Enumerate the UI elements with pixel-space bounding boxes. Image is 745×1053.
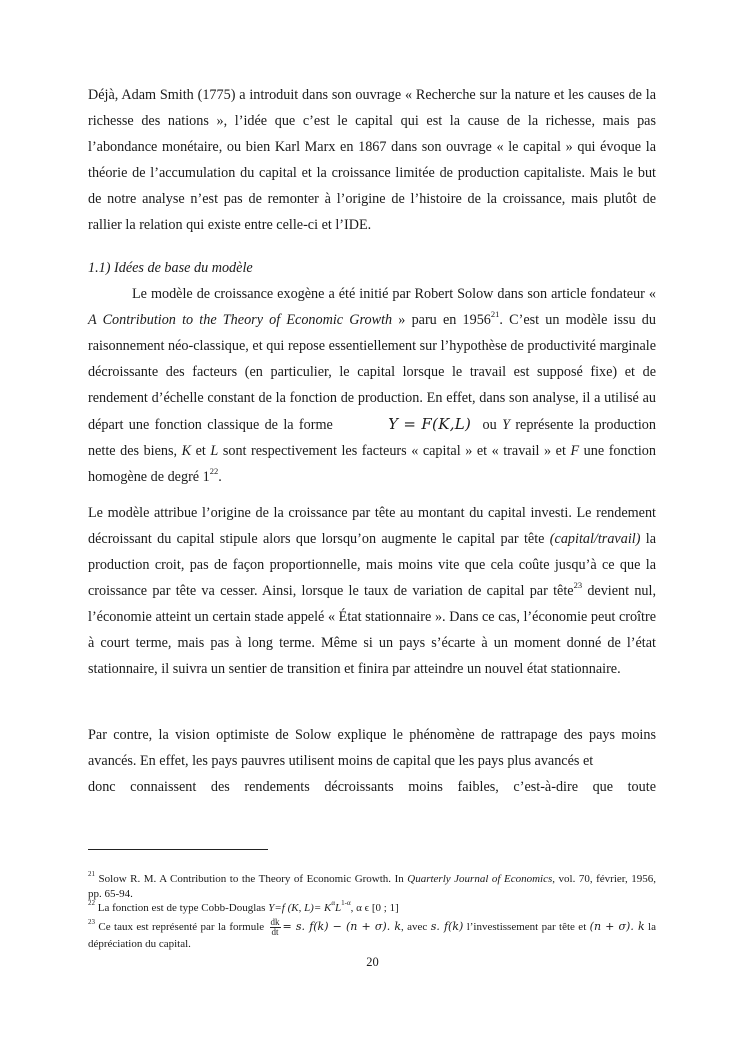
production-function-formula: Y = F(K,L) <box>388 415 472 433</box>
text-run: représente la production nette des biens, <box>88 417 656 459</box>
main-text <box>88 82 656 238</box>
paragraph-2-block <box>88 281 656 490</box>
text-run: sont respectivement les facteurs « capital » et « travail » et <box>218 443 571 459</box>
var-f: F <box>570 443 580 459</box>
footnote-separator <box>88 849 268 850</box>
text-run: l’investissement par tête et <box>463 920 590 933</box>
journal-title: Quarterly Journal of Economics <box>407 873 553 885</box>
capital-accumulation-formula: = s. f(k) − (n + σ). k <box>282 919 401 933</box>
paragraph-3 <box>88 500 656 682</box>
text-run: la dépréciation du capital. <box>88 920 656 950</box>
var-l: L <box>210 443 219 459</box>
paragraph-2 <box>88 281 656 490</box>
paragraph-3-block <box>88 500 656 682</box>
text-run: » paru en 1956 <box>392 312 491 328</box>
text-run: , vol. 70, février, 1956, pp. 65-94. <box>88 873 656 900</box>
footnote-22 <box>88 901 656 916</box>
text-run: et <box>191 443 211 459</box>
exponent-one-minus-alpha: 1-α <box>341 899 351 908</box>
depreciation-term: (n + σ). k <box>589 919 645 933</box>
fraction-denominator: dt <box>271 926 279 937</box>
italic-term: (capital/travail) <box>549 531 641 547</box>
var-y: Y <box>502 417 510 433</box>
heading-1-1: 1.1) Idées de base du modèle <box>88 260 253 276</box>
derivative-fraction <box>270 918 281 937</box>
text-run: . <box>218 469 222 485</box>
footnote-ref-21[interactable]: 21 <box>490 309 500 320</box>
text-run: La fonction est de type Cobb-Douglas <box>95 902 269 914</box>
footnotes <box>88 872 656 951</box>
var-k: K <box>181 443 192 459</box>
text-run: Par contre, la vision optimiste de Solow explique le phénomène de rattrapage des pays moins avancés. En effet, les pays pauvres utilisent moins de capital que les pays plus avancés et <box>88 727 656 769</box>
text-run: devient nul, l’économie atteint un certain stade appelé « État stationnaire ». Dans ce cas, l’économie peut croître à court terme, mais pas à long terme. Même si un pays s’écarte à un moment donné de l’état stationnaire, il suivra un sentier de transition et finira par atteindre un nouvel état stationnaire. <box>88 583 656 677</box>
text-run: , α ϵ [0 ; 1] <box>350 902 399 914</box>
text-run: Solow R. M. A Contribution to the Theory of Economic Growth. In <box>95 873 408 885</box>
footnote-number: 23 <box>88 917 95 926</box>
exponent-alpha: α <box>331 899 336 908</box>
section-heading <box>88 255 656 281</box>
text-run: Ce taux est représenté par la formule <box>95 920 268 933</box>
footnote-number: 21 <box>88 870 95 879</box>
text-run: ou <box>477 417 503 433</box>
fraction-numerator: dk <box>270 916 280 927</box>
text-run: la production croit, pas de façon proportionnelle, mais moins vite que cela coûte jusqu’à ce que la croissance par tête va cesser. Ainsi, lorsque le taux de variation de capital par tête <box>88 531 657 599</box>
text-run: Le modèle attribue l’origine de la croissance par tête au montant du capital investi. Le rendement décroissant du capital stipule alors que lorsqu’on augmente le capital par tête <box>88 505 656 547</box>
text-run: une fonction homogène de degré 1 <box>88 443 656 485</box>
text-run: Le modèle de croissance exogène a été initié par Robert Solow dans son article fondateur « <box>132 286 656 302</box>
text-run: . C’est un modèle issu du raisonnement néo-classique, et qui repose essentiellement sur l’hypothèse de productivité marginale décroissante des facteurs (en particulier, le capital lorsque le travail est supposé fixe) et de rendement d’échelle constant de la fonction de production. En effet, dans son analyse, il a utilisé au départ une fonction classique de la forme <box>88 312 656 433</box>
footnote-21 <box>88 872 656 901</box>
paragraph-4-last-line: donc connaissent des rendements décroissants moins faibles, c’est-à-dire que toute <box>88 779 656 795</box>
footnote-ref-22[interactable]: 22 <box>209 466 219 477</box>
footnote-23 <box>88 918 656 952</box>
paragraph-4 <box>88 722 656 774</box>
article-title: A Contribution to the Theory of Economic Growth <box>88 312 393 328</box>
cobb-douglas-formula: Y=f (K, L)= K <box>268 902 332 914</box>
footnote-number: 22 <box>88 899 95 908</box>
investment-term: s. f(k) <box>430 919 464 933</box>
paragraph-4-block <box>88 722 656 800</box>
page-number: 20 <box>366 955 379 969</box>
text-run: , avec <box>401 920 431 933</box>
footnote-ref-23[interactable]: 23 <box>573 580 583 591</box>
var-l: L <box>335 902 342 914</box>
paragraph-1: Déjà, Adam Smith (1775) a introduit dans son ouvrage « Recherche sur la nature et les causes de la richesse des nations », l’idée que c’est le capital qui est la cause de la richesse, mais pas l’abondance monétaire, ou bien Karl Marx en 1867 dans son ouvrage « le capital » qui évoque la théorie de l’accumulation du capital et la croissance limitée de production capitaliste. Mais le but de notre analyse n’est pas de remonter à l’origine de l’histoire de la croissance, mais plutôt de rallier la relation qui existe entre celle-ci et l’IDE. <box>88 87 656 233</box>
